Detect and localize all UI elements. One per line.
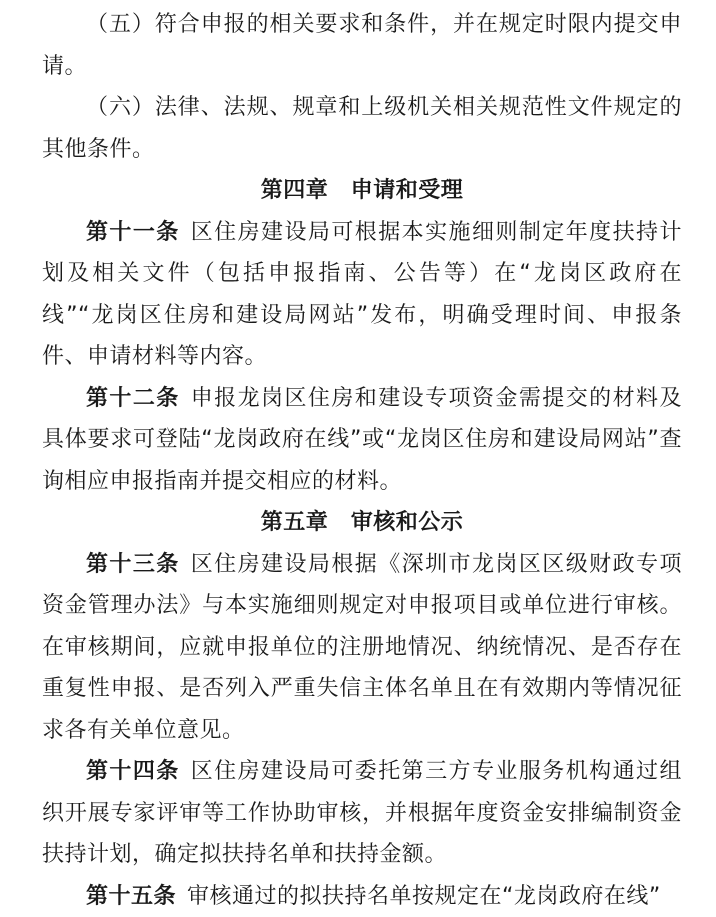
article-number: 第十四条 [86, 759, 180, 784]
article-body: 审核通过的拟扶持名单按规定在“龙岗政府在线” [187, 884, 661, 909]
article-number: 第十五条 [86, 884, 176, 909]
article-body: 申报龙岗区住房和建设专项资金需提交的材料及具体要求可登陆“龙岗政府在线”或“龙岗区住房和建设局网站”查询相应申报指南并提交相应的材料。 [42, 386, 682, 494]
article-body: 区住房建设局根据《深圳市龙岗区区级财政专项资金管理办法》与本实施细则规定对申报项目或单位进行审核。在审核期间，应就申报单位的注册地情况、纳统情况、是否存在重复性申报、是否列入严重失信主体名单且在有效期内等情况征求各有关单位意见。 [42, 552, 682, 743]
article-14 [42, 751, 682, 876]
article-13 [42, 544, 682, 752]
chapter-heading-5: 第五章 审核和公示 [42, 502, 682, 544]
clause-item-6: （六）法律、法规、规章和上级机关相关规范性文件规定的其他条件。 [42, 87, 682, 170]
article-number: 第十一条 [86, 220, 180, 245]
article-body: 区住房建设局可根据本实施细则制定年度扶持计划及相关文件（包括申报指南、公告等）在“龙岗区政府在线”“龙岗区住房和建设局网站”发布，明确受理时间、申报条件、申请材料等内容。 [42, 220, 682, 370]
article-15 [42, 876, 682, 917]
article-number: 第十三条 [86, 552, 180, 577]
clause-item-5: （五）符合申报的相关要求和条件，并在规定时限内提交申请。 [42, 4, 682, 87]
article-11 [42, 212, 682, 378]
chapter-heading-4: 第四章 申请和受理 [42, 170, 682, 212]
article-number: 第十二条 [86, 386, 180, 411]
article-12 [42, 378, 682, 503]
article-body: 区住房建设局可委托第三方专业服务机构通过组织开展专家评审等工作协助审核，并根据年度资金安排编制资金扶持计划，确定拟扶持名单和扶持金额。 [42, 759, 682, 867]
